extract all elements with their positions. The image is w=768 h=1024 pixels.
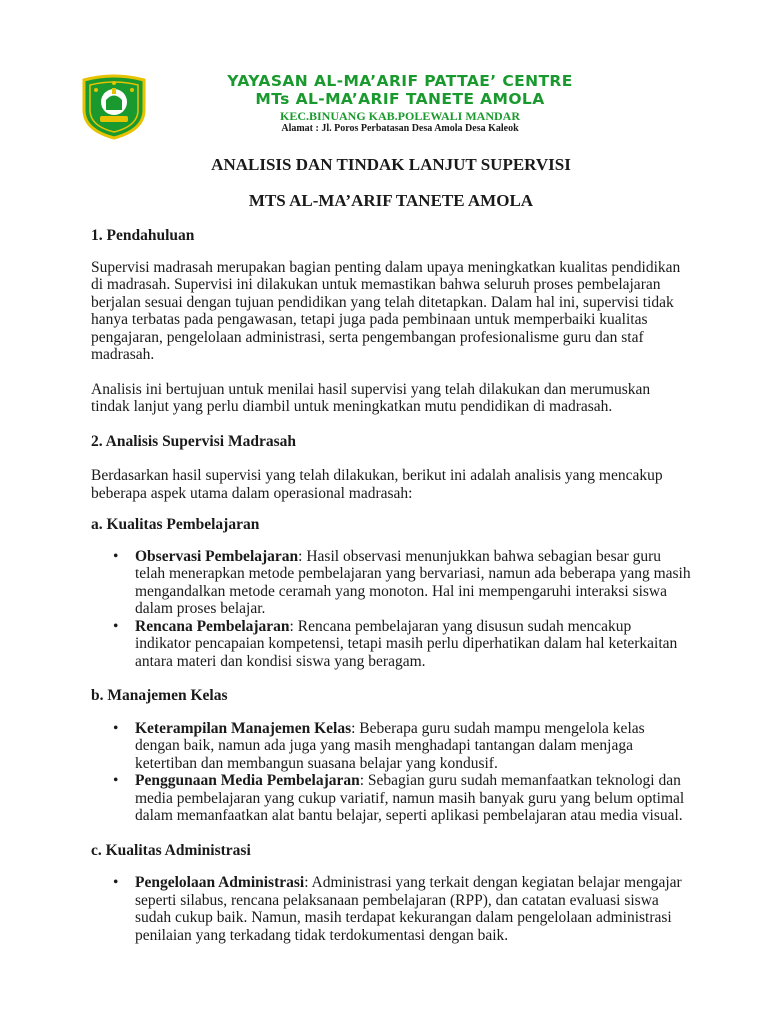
section-1-paragraph-1: Supervisi madrasah merupakan bagian penting dalam upaya meningkatkan kualitas pendidikan di madrasah. Supervisi ini dilakukan untuk memastikan bahwa seluruh proses pembelajaran berjalan sesuai dengan tujuan pendidikan yang telah ditetapkan. Dalam hal ini, supervisi tidak hanya terbatas pada pengawasan, tetapi juga pada pembinaan untuk memperbaiki kualitas pengajaran, pengelolaan administrasi, serta pengembangan profesionalisme guru dan staf madrasah. <box>91 258 681 363</box>
document-title: ANALISIS DAN TINDAK LANJUT SUPERVISI <box>211 155 571 174</box>
list-item-text: : Beberapa guru sudah mampu mengelola kelas dengan baik, namun ada juga yang masih menghadapi tantangan dalam menjaga ketertiban dan membangun suasana belajar yang kondusif. <box>135 719 645 772</box>
district-name: KEC.BINUANG KAB.POLEWALI MANDAR <box>279 109 521 123</box>
list-item-text: : Rencana pembelajaran yang disusun sudah mencakup indikator pencapaian kompetensi, tetapi masih perlu diperhatikan dalam hal keterkaitan antara materi dan kondisi siswa yang beragam. <box>135 617 678 670</box>
section-1-heading: 1. Pendahuluan <box>91 227 195 244</box>
subsection-a-heading: a. Kualitas Pembelajaran <box>91 516 260 533</box>
bullet-icon: • <box>113 719 119 737</box>
bullet-icon: • <box>113 874 119 891</box>
list-item-term: Pengelolaan Administrasi <box>135 874 305 891</box>
bullet-icon: • <box>113 772 119 789</box>
document-body <box>91 150 691 944</box>
subsection-a-list <box>91 548 691 671</box>
list-item-term: Keterampilan Manajemen Kelas <box>135 719 352 737</box>
section-1-paragraph-2: Analisis ini bertujuan untuk menilai hasil supervisi yang telah dilakukan dan merumuskan tindak lanjut yang perlu diambil untuk meningkatkan mutu pendidikan di madrasah. <box>91 380 651 415</box>
list-item <box>91 618 691 671</box>
list-item-term: Penggunaan Media Pembelajaran <box>135 772 360 789</box>
list-item-text: : Administrasi yang terkait dengan kegiatan belajar mengajar seperti silabus, rencana pelaksanaan pembelajaran (RPP), dan catatan evaluasi siswa sudah cukup baik. Namun, masih terdapat kekurangan dalam pengelolaan administrasi penilaian yang terkadang tidak terdokumentasi dengan baik. <box>135 874 682 944</box>
bullet-icon: • <box>113 547 119 565</box>
section-2-heading: 2. Analisis Supervisi Madrasah <box>91 432 296 450</box>
list-item-term: Observasi Pembelajaran <box>135 547 299 565</box>
letterhead <box>0 0 768 140</box>
foundation-name: YAYASAN AL-MA’ARIF PATTAE’ CENTRE <box>227 72 573 90</box>
school-name: MTs AL-MA’ARIF TANETE AMOLA <box>255 90 545 108</box>
document-subtitle: MTS AL-MA’ARIF TANETE AMOLA <box>248 190 534 210</box>
list-item <box>91 548 691 618</box>
list-item <box>91 720 691 773</box>
subsection-c-heading: c. Kualitas Administrasi <box>91 841 251 859</box>
subsection-c-list <box>91 874 691 944</box>
subsection-b-list <box>91 720 691 825</box>
section-2-intro: Berdasarkan hasil supervisi yang telah dilakukan, berikut ini adalah analisis yang mencakup beberapa aspek utama dalam operasional madrasah: <box>91 467 663 502</box>
subsection-b-heading: b. Manajemen Kelas <box>91 687 228 704</box>
school-address: Alamat : Jl. Poros Perbatasan Desa Amola Desa Kaleok <box>281 123 519 134</box>
list-item-text: : Hasil observasi menunjukkan bahwa sebagian besar guru telah menerapkan metode pembelajaran yang bervariasi, namun ada beberapa yang masih mengandalkan metode ceramah yang monoton. Hal ini mempengaruhi interaksi siswa dalam proses belajar. <box>135 547 691 617</box>
madrasah-logo-icon <box>76 70 152 140</box>
list-item-text: : Sebagian guru sudah memanfaatkan teknologi dan media pembelajaran yang cukup variatif, namun masih banyak guru yang belum optimal dalam memanfaatkan alat bantu belajar, seperti aplikasi pembelajaran atau media visual. <box>135 772 685 824</box>
list-item-term: Rencana Pembelajaran <box>135 617 290 635</box>
list-item <box>91 874 691 944</box>
list-item <box>91 772 691 825</box>
bullet-icon: • <box>113 617 119 635</box>
